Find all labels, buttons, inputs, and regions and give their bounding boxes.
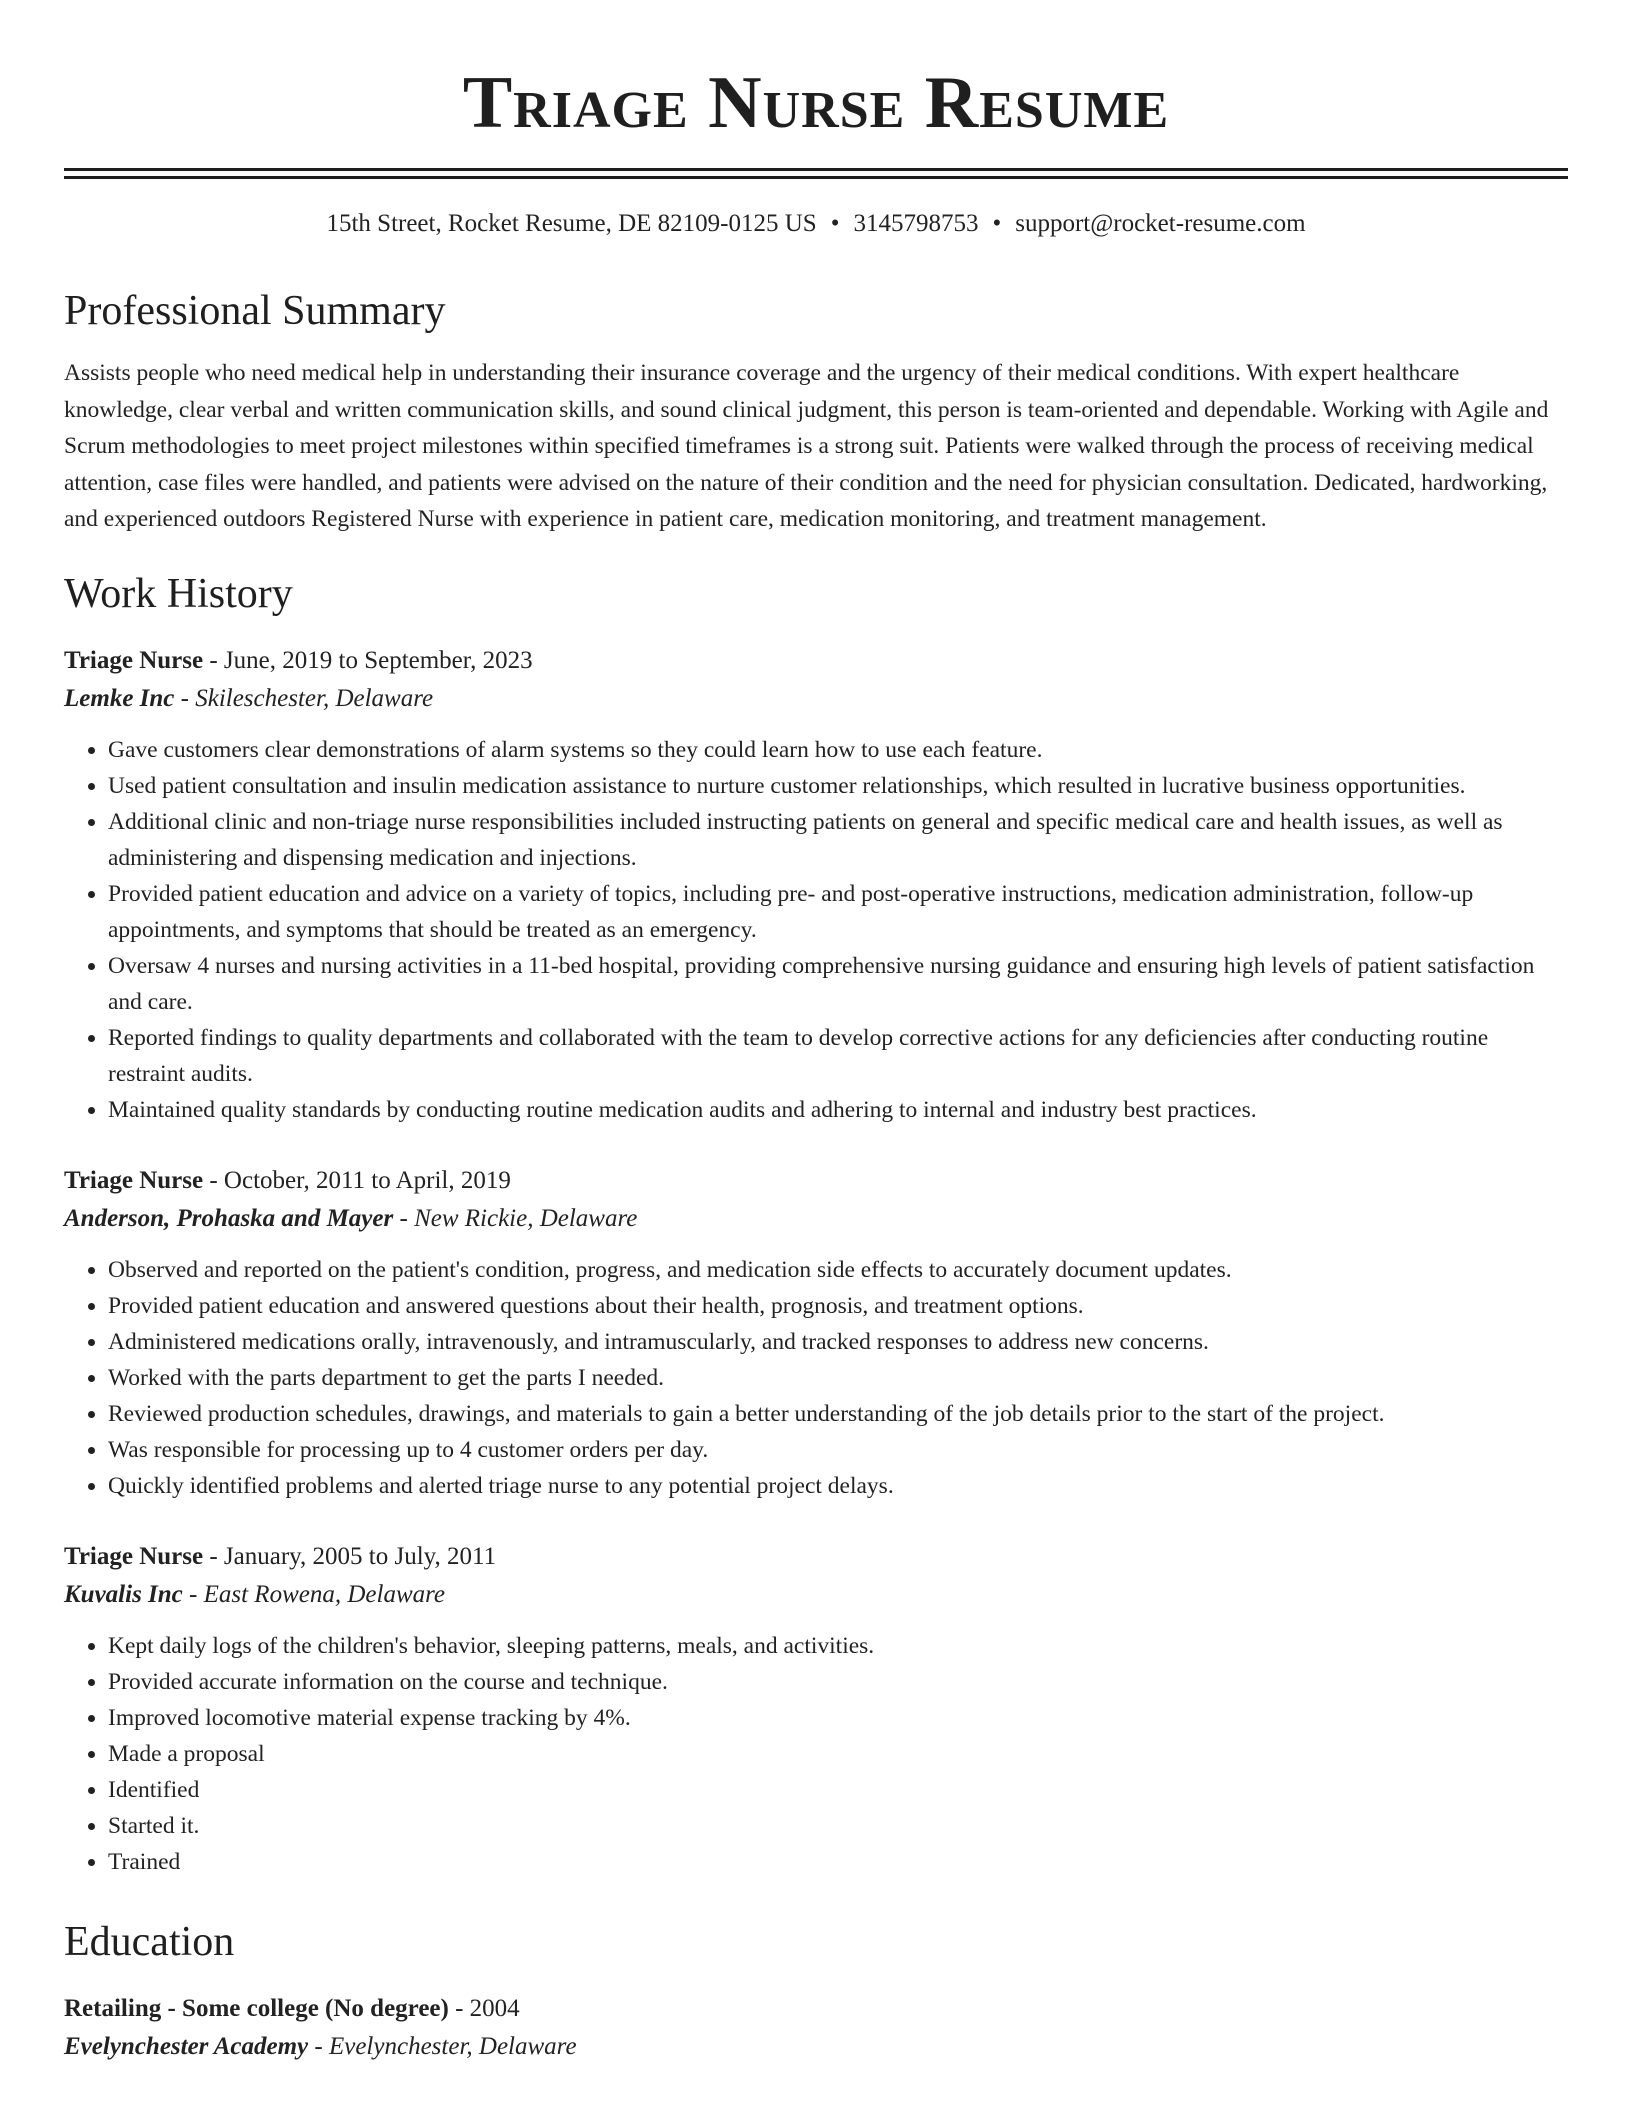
job-company-line <box>64 1576 1568 1614</box>
job-location: Skileschester, Delaware <box>195 684 434 712</box>
job-bullet: • Worked with the parts department to get the parts I needed. <box>108 1360 1568 1396</box>
job-bullet: • Started it. <box>108 1808 1568 1844</box>
job-bullet: • Was responsible for processing up to 4 customer orders per day. <box>108 1432 1568 1468</box>
job-bullet-list <box>64 1252 1568 1504</box>
job-bullet-list <box>64 732 1568 1128</box>
contact-phone: 3145798753 <box>853 210 979 237</box>
job-bullet: • Made a proposal <box>108 1736 1568 1772</box>
job-bullet: • Administered medications orally, intravenously, and intramuscularly, and tracked responses to address new concerns. <box>108 1324 1568 1360</box>
job-company: Kuvalis Inc <box>64 1580 183 1608</box>
education-school: Evelynchester Academy <box>64 2032 309 2060</box>
job-bullet: • Provided accurate information on the course and technique. <box>108 1664 1568 1700</box>
job-bullet: • Reported findings to quality departments and collaborated with the team to develop corrective actions for any deficiencies after conducting routine restraint audits. <box>108 1020 1568 1092</box>
job-bullet: • Kept daily logs of the children's behavior, sleeping patterns, meals, and activities. <box>108 1628 1568 1664</box>
job-title: Triage Nurse <box>64 1166 204 1194</box>
job-dash: - <box>174 684 196 712</box>
education-dash: - <box>448 1994 470 2022</box>
job-dash: - <box>393 1204 415 1232</box>
job-location: East Rowena, Delaware <box>203 1580 446 1608</box>
job-company: Anderson, Prohaska and Mayer <box>64 1204 394 1232</box>
job-title: Triage Nurse <box>64 1542 204 1570</box>
job-bullet: • Quickly identified problems and alerted triage nurse to any potential project delays. <box>108 1468 1568 1504</box>
job-entry <box>64 1538 1568 1880</box>
job-company-line <box>64 1200 1568 1238</box>
education-degree-line <box>64 1990 1568 2028</box>
title-double-rule <box>64 168 1568 179</box>
job-company: Lemke Inc <box>64 684 175 712</box>
education-entry <box>64 1990 1568 2066</box>
job-title-line <box>64 1538 1568 1576</box>
job-title: Triage Nurse <box>64 646 204 674</box>
job-dash: - <box>203 646 224 674</box>
job-bullet: • Used patient consultation and insulin medication assistance to nurture customer relationships, which resulted in lucrative business opportunities. <box>108 768 1568 804</box>
summary-heading: Professional Summary <box>64 288 446 334</box>
job-company-line <box>64 680 1568 718</box>
job-title-line <box>64 642 1568 680</box>
resume-title: Triage Nurse Resume <box>462 62 1170 144</box>
job-bullet: • Provided patient education and answered questions about their health, prognosis, and treatment options. <box>108 1288 1568 1324</box>
education-dash: - <box>308 2032 329 2060</box>
job-bullet: • Improved locomotive material expense tracking by 4%. <box>108 1700 1568 1736</box>
job-entry <box>64 642 1568 1128</box>
work-history-heading: Work History <box>64 570 293 617</box>
job-bullet: • Reviewed production schedules, drawings, and materials to gain a better understanding of the job details prior to the start of the project. <box>108 1396 1568 1432</box>
job-bullet: • Oversaw 4 nurses and nursing activities in a 11-bed hospital, providing comprehensive nursing guidance and ensuring high levels of patient satisfaction and care. <box>108 948 1568 1020</box>
job-location: New Rickie, Delaware <box>414 1204 638 1232</box>
job-bullet: • Maintained quality standards by conducting routine medication audits and adhering to internal and industry best practices. <box>108 1092 1568 1128</box>
contact-address: 15th Street, Rocket Resume, DE 82109-0125 US <box>326 210 817 237</box>
contact-separator: • <box>992 210 1002 237</box>
job-dash: - <box>203 1166 224 1194</box>
contact-email: support@rocket-resume.com <box>1015 210 1306 237</box>
job-dash: - <box>182 1580 204 1608</box>
job-bullet: • Trained <box>108 1844 1568 1880</box>
education-heading: Education <box>64 1918 235 1965</box>
job-bullet: • Additional clinic and non-triage nurse responsibilities included instructing patients on general and specific medical care and health issues, as well as administering and dispensing medication and injections. <box>108 804 1568 876</box>
education-school-line <box>64 2028 1568 2066</box>
job-dates: October, 2011 to April, 2019 <box>223 1166 511 1194</box>
job-dates: June, 2019 to September, 2023 <box>223 646 533 674</box>
job-bullet-list <box>64 1628 1568 1880</box>
job-dash: - <box>203 1542 224 1570</box>
job-bullet: • Observed and reported on the patient's condition, progress, and medication side effects to accurately document updates. <box>108 1252 1568 1288</box>
education-location: Evelynchester, Delaware <box>328 2032 577 2060</box>
job-entry <box>64 1162 1568 1504</box>
job-dates: January, 2005 to July, 2011 <box>223 1542 497 1570</box>
job-title-line <box>64 1162 1568 1200</box>
job-bullet: • Provided patient education and advice on a variety of topics, including pre- and post-operative instructions, medication administration, follow-up appointments, and symptoms that should be treated as an emergency. <box>108 876 1568 948</box>
education-year: 2004 <box>469 1994 520 2022</box>
job-bullet: • Identified <box>108 1772 1568 1808</box>
education-degree: Retailing - Some college (No degree) <box>64 1994 449 2022</box>
summary-text: Assists people who need medical help in understanding their insurance coverage and the urgency of their medical conditions. With expert healthcare knowledge, clear verbal and written communication skills, and sound clinical judgment, this person is team-oriented and dependable. Working with Agile and Scrum methodologies to meet project milestones within specified timeframes is a strong suit. Patients were walked through the process of receiving medical attention, case files were handled, and patients were advised on the nature of their condition and the need for physician consultation. Dedicated, hardworking, and experienced outdoors Registered Nurse with experience in patient care, medication monitoring, and treatment management. <box>64 360 1549 533</box>
contact-line <box>64 207 1568 241</box>
contact-separator: • <box>830 210 840 237</box>
job-bullet: • Gave customers clear demonstrations of alarm systems so they could learn how to use each feature. <box>108 732 1568 768</box>
